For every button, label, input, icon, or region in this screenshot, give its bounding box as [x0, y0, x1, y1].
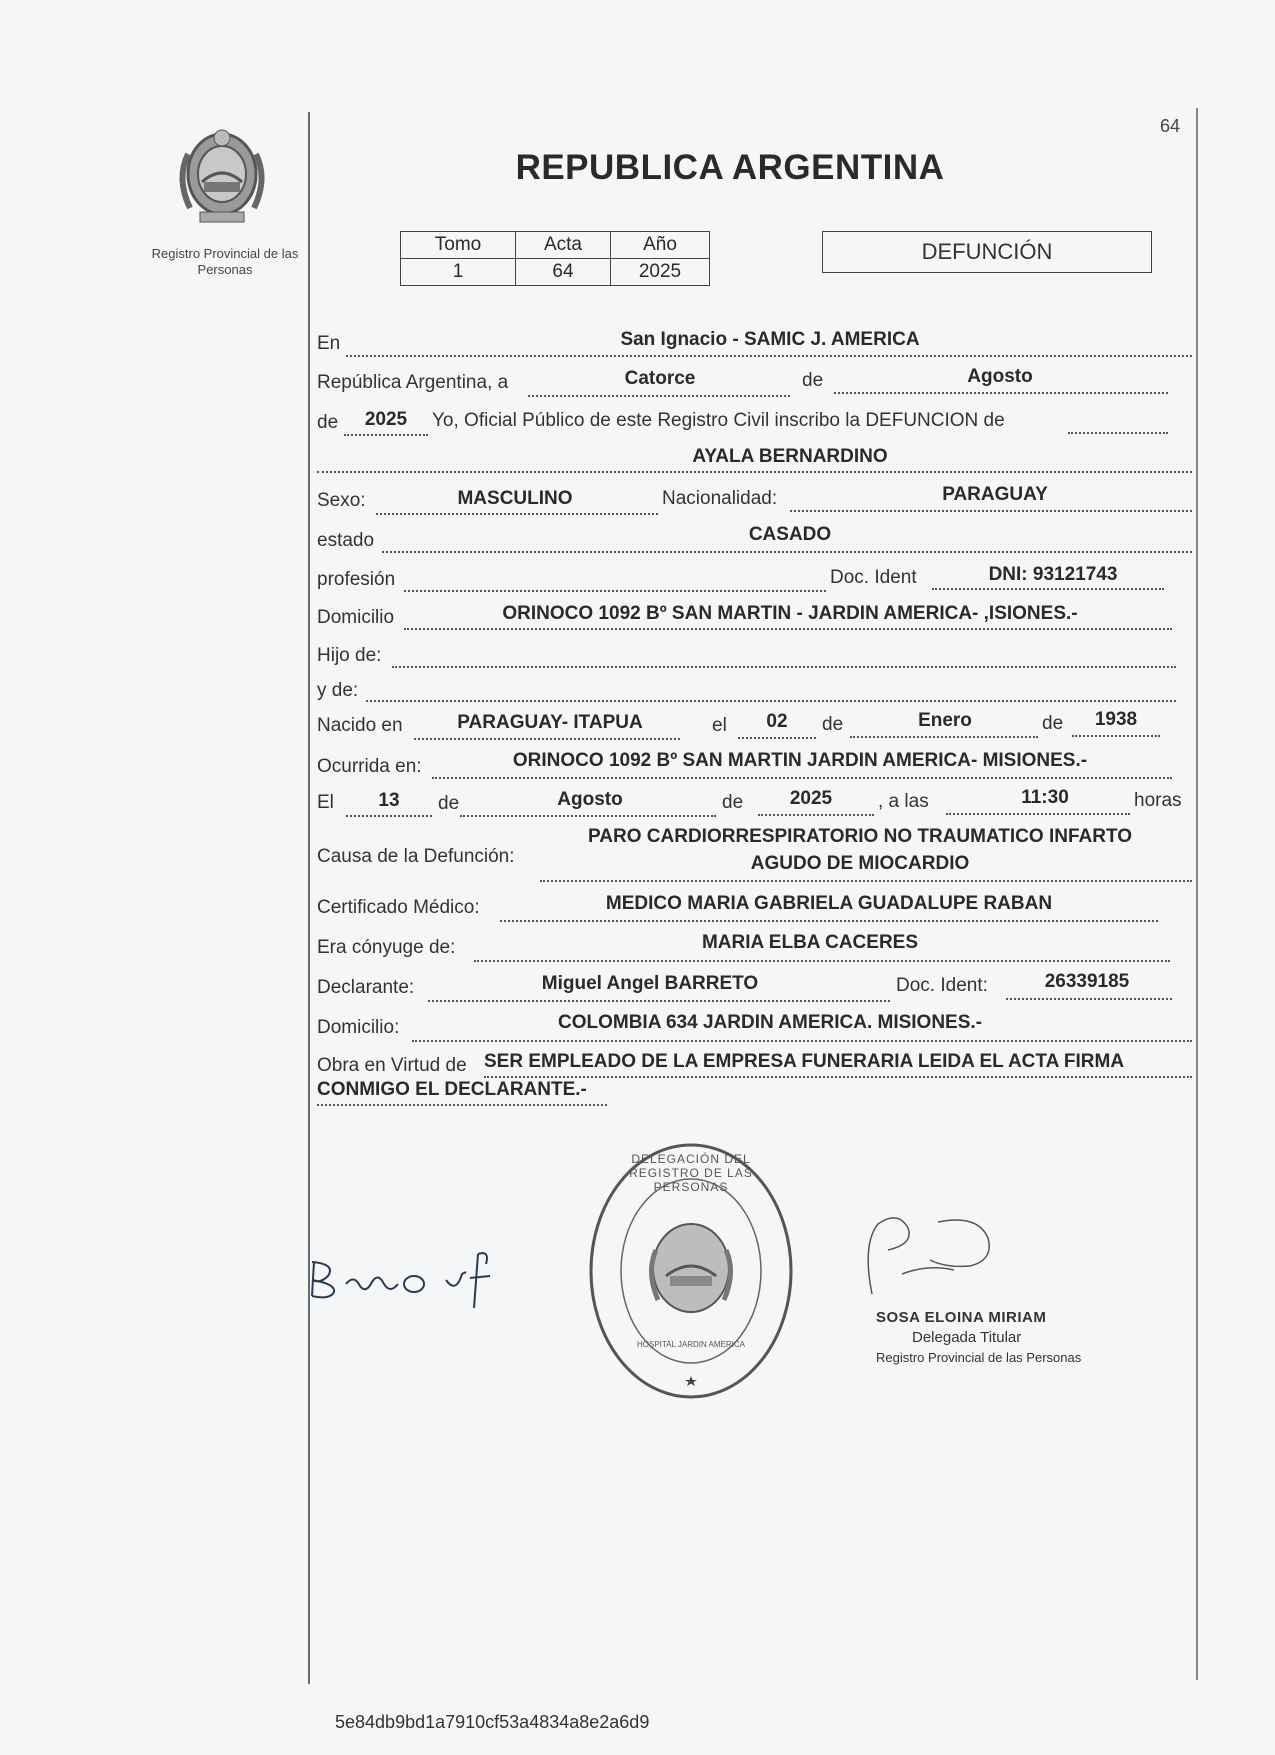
sexo-label: Sexo:	[317, 490, 366, 511]
en-value: San Ignacio - SAMIC J. AMERICA	[620, 329, 920, 350]
domicilio-value: ORINOCO 1092 Bº SAN MARTIN - JARDIN AMERICA- ,ISIONES.-	[502, 603, 1078, 624]
death-year-line	[758, 814, 874, 816]
acta-value: 64	[516, 259, 611, 286]
en-label: En	[317, 333, 341, 354]
province-seal-icon	[172, 124, 272, 234]
de-label-2: de	[317, 412, 339, 433]
birth-day-line	[738, 737, 816, 739]
en-line	[346, 355, 1192, 357]
official-title: Delegada Titular	[912, 1329, 1022, 1346]
domicilio-line	[404, 628, 1172, 630]
estado-value: CASADO	[748, 524, 832, 545]
declarant-signature-icon	[306, 1244, 526, 1329]
decl-doc-value: 26339185	[1044, 971, 1130, 992]
left-margin-line	[308, 112, 310, 1684]
page-title: REPUBLICA ARGENTINA	[515, 148, 945, 187]
anio-value: 2025	[611, 259, 710, 286]
nacido-value: PARAGUAY- ITAPUA	[457, 712, 643, 733]
birth-day-value: 02	[766, 711, 788, 732]
anio-header: Año	[611, 232, 710, 259]
obra-line-2: CONMIGO EL DECLARANTE.-	[317, 1079, 587, 1100]
death-time-value: 11:30	[1021, 787, 1069, 808]
obra-underline-1	[484, 1076, 1192, 1078]
year-value: 2025	[364, 409, 408, 430]
de-label-6: de	[722, 792, 744, 813]
doc-ident-label: Doc. Ident	[830, 567, 917, 588]
yde-line	[366, 700, 1176, 702]
acta-header: Acta	[516, 232, 611, 259]
obra-underline-2	[317, 1104, 607, 1106]
registry-label: Registro Provincial de las Personas	[151, 246, 299, 277]
declarante-value: Miguel Angel BARRETO	[541, 973, 759, 994]
month-value: Agosto	[967, 366, 1033, 387]
document-hash: 5e84db9bd1a7910cf53a4834a8e2a6d9	[335, 1712, 650, 1732]
decl-doc-line	[1006, 998, 1172, 1000]
day-words: Catorce	[624, 368, 696, 389]
declarante-label: Declarante:	[317, 977, 415, 998]
causa-line-2: AGUDO DE MIOCARDIO	[750, 853, 970, 874]
tomo-value: 1	[401, 259, 516, 286]
birth-year-value: 1938	[1094, 709, 1138, 730]
obra-label: Obra en Virtud de	[317, 1055, 467, 1076]
conyuge-line	[474, 960, 1170, 962]
a-las-label: , a las	[878, 791, 929, 812]
tomo-header: Tomo	[401, 232, 516, 259]
certificado-value: MEDICO MARIA GABRIELA GUADALUPE RABAN	[605, 893, 1053, 914]
de-label-4: de	[1042, 713, 1064, 734]
obra-line-1: SER EMPLEADO DE LA EMPRESA FUNERARIA LEIDA EL ACTA FIRMA	[484, 1051, 1125, 1072]
certificado-line	[500, 920, 1158, 922]
el-label: el	[712, 715, 727, 736]
ocurrida-line	[432, 777, 1172, 779]
record-type-box: DEFUNCIÓN	[822, 231, 1152, 273]
nacido-label: Nacido en	[317, 715, 403, 736]
hijo-label: Hijo de:	[317, 645, 382, 666]
estado-label: estado	[317, 530, 375, 551]
certificado-label: Certificado Médico:	[317, 897, 480, 918]
death-month-value: Agosto	[557, 789, 623, 810]
de-label-5: de	[438, 793, 460, 814]
yde-label: y de:	[317, 680, 359, 701]
conyuge-value: MARIA ELBA CACERES	[701, 932, 919, 953]
right-margin-line	[1196, 108, 1198, 1680]
el2-label: El	[317, 792, 334, 813]
birth-year-line	[1072, 735, 1160, 737]
declarante-line	[428, 1000, 890, 1002]
death-time-line	[946, 813, 1130, 815]
birth-month-value: Enero	[918, 710, 972, 731]
domicilio2-value: COLOMBIA 634 JARDIN AMERICA. MISIONES.-	[557, 1012, 983, 1033]
estado-line	[382, 551, 1192, 553]
death-day-line	[346, 815, 432, 817]
domicilio2-label: Domicilio:	[317, 1017, 400, 1038]
domicilio2-line	[412, 1040, 1192, 1042]
ocurrida-value: ORINOCO 1092 Bº SAN MARTIN JARDIN AMERICA- MISIONES.-	[512, 750, 1088, 771]
official-block	[876, 1308, 1081, 1368]
causa-label: Causa de la Defunción:	[317, 846, 515, 867]
birth-month-line	[850, 736, 1038, 738]
doc-ident-line	[932, 588, 1164, 590]
causa-line-1: PARO CARDIORRESPIRATORIO NO TRAUMATICO INFARTO	[588, 826, 1132, 847]
doc-ident-value: DNI: 93121743	[988, 564, 1118, 585]
profesion-label: profesión	[317, 569, 396, 590]
death-year-value: 2025	[789, 788, 833, 809]
inscribo-text: Yo, Oficial Público de este Registro Civil inscribo la DEFUNCION de	[432, 410, 1005, 431]
deceased-name: AYALA BERNARDINO	[692, 446, 888, 467]
decl-doc-label: Doc. Ident:	[896, 975, 988, 996]
nacionalidad-value: PARAGUAY	[942, 484, 1048, 505]
page-number: 64	[1160, 116, 1181, 136]
death-day-value: 13	[378, 790, 400, 811]
horas-label: horas	[1134, 790, 1182, 811]
stamp-inner-text: HOSPITAL JARDIN AMERICA	[636, 1340, 746, 1349]
nacido-line	[414, 738, 680, 740]
republica-label: República Argentina, a	[317, 372, 509, 393]
death-month-line	[460, 815, 716, 817]
domicilio-label: Domicilio	[317, 607, 395, 628]
de-label-3: de	[822, 714, 844, 735]
nacionalidad-label: Nacionalidad:	[662, 488, 778, 509]
nacionalidad-line	[790, 510, 1192, 512]
official-registry: Registro Provincial de las Personas	[876, 1350, 1082, 1365]
causa-line	[540, 880, 1192, 882]
official-name: SOSA ELOINA MIRIAM	[876, 1309, 1047, 1326]
day-line	[528, 395, 790, 397]
sexo-value: MASCULINO	[457, 488, 573, 509]
inscribo-line	[1068, 432, 1168, 434]
record-table	[400, 231, 710, 286]
stamp-ring-text: DELEGACIÓN DEL REGISTRO DE LAS PERSONAS	[629, 1152, 753, 1194]
sexo-line	[376, 513, 658, 515]
month-line	[834, 392, 1168, 394]
name-line	[317, 471, 1192, 473]
hijo-line	[392, 666, 1176, 668]
ocurrida-label: Ocurrida en:	[317, 756, 422, 777]
official-signature-icon	[858, 1204, 1008, 1309]
conyuge-label: Era cónyuge de:	[317, 937, 456, 958]
de-label-1: de	[802, 370, 824, 391]
profesion-line	[404, 590, 826, 592]
year-line	[344, 434, 428, 436]
